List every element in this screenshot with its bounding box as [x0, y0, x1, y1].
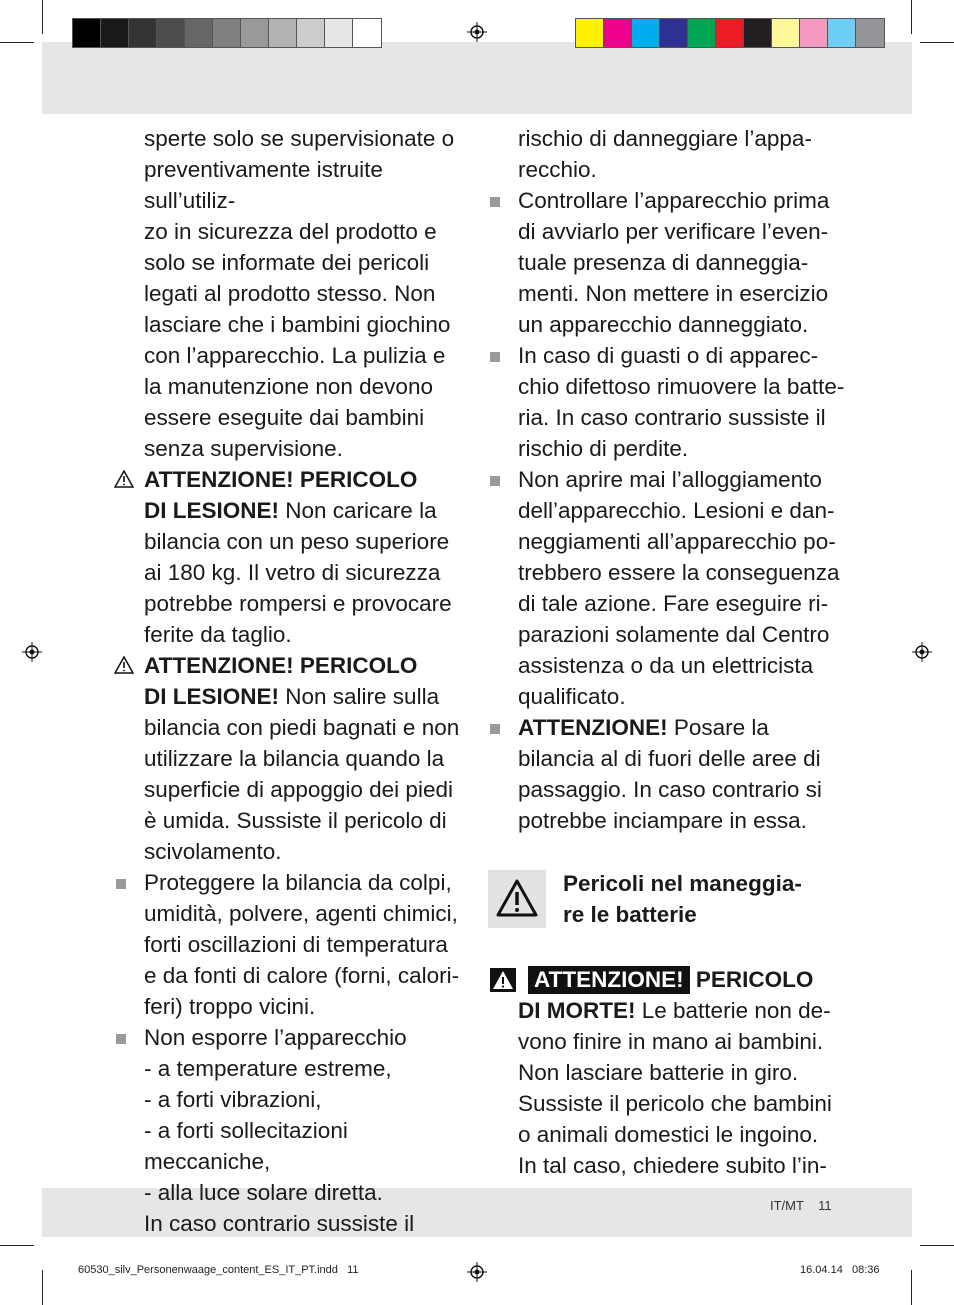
section-heading-batteries — [486, 868, 851, 930]
warning-triangle-filled-icon — [490, 968, 516, 992]
color-swatch — [772, 19, 800, 47]
text-line: bilancia con un peso superiore — [144, 529, 450, 554]
right-column — [486, 123, 851, 1181]
square-bullet-icon — [490, 197, 500, 207]
text-line: menti. Non mettere in esercizio — [518, 281, 829, 306]
color-swatch — [129, 19, 157, 47]
page-number: IT/MT 11 — [770, 1198, 832, 1213]
crop-mark — [42, 0, 43, 34]
color-swatch — [688, 19, 716, 47]
crosshair-register-icon — [467, 22, 487, 42]
left-column — [112, 123, 472, 1239]
color-swatch — [716, 19, 744, 47]
text-line: umidità, polvere, agenti chimici, — [144, 901, 458, 926]
list-item — [486, 464, 851, 712]
text-line: e da fonti di calore (forni, calori- — [144, 963, 460, 988]
danger-label: ATTENZIONE! — [528, 966, 690, 994]
crosshair-register-icon — [22, 642, 42, 662]
file-slug: 60530_silv_Personenwaage_content_ES_IT_PT.indd 11 — [78, 1264, 359, 1276]
square-bullet-icon — [116, 1034, 126, 1044]
warning-triangle-icon — [114, 470, 134, 488]
color-swatch — [744, 19, 772, 47]
text-line: feri) troppo vicini. — [144, 994, 316, 1019]
list-item — [486, 185, 851, 340]
crop-mark — [920, 42, 954, 43]
text-line: preventivamente istruite sull’utiliz- — [144, 157, 383, 213]
text-line: utilizzare la bilancia quando la — [144, 746, 445, 771]
color-swatch — [828, 19, 856, 47]
color-swatch — [213, 19, 241, 47]
warning-injury-wet — [112, 650, 472, 867]
text-line: qualificato. — [518, 684, 626, 709]
color-swatch — [157, 19, 185, 47]
text-line: essere eseguite dai bambini — [144, 405, 425, 430]
text-line: ferite da taglio. — [144, 622, 292, 647]
square-bullet-icon — [490, 476, 500, 486]
text-line: legati al prodotto stesso. Non — [144, 281, 436, 306]
intro-paragraph — [112, 123, 472, 464]
text-line: - alla luce solare diretta. — [144, 1180, 383, 1205]
crosshair-register-icon — [912, 642, 932, 662]
crop-mark — [920, 1245, 954, 1246]
color-swatch — [269, 19, 297, 47]
text-line: dell’apparecchio. Lesioni e dan- — [518, 498, 835, 523]
text-line: ria. In caso contrario sussiste il — [518, 405, 826, 430]
warning-text — [144, 526, 472, 650]
text-line: ai 180 kg. Il vetro di sicurezza — [144, 560, 441, 585]
text-line: rischio di perdite. — [518, 436, 689, 461]
intro-paragraph — [486, 123, 851, 185]
text-line: passaggio. In caso contrario si — [518, 777, 822, 802]
text-line: - a forti sollecitazioni meccaniche, — [144, 1118, 348, 1174]
warning-heading: ATTENZIONE! PERICOLO — [144, 653, 418, 678]
text-line: recchio. — [518, 157, 597, 182]
text-line: tuale presenza di danneggia- — [518, 250, 809, 275]
color-swatch — [297, 19, 325, 47]
color-swatch — [353, 19, 381, 47]
square-bullet-icon — [490, 724, 500, 734]
text-line: solo se informate dei pericoli — [144, 250, 430, 275]
color-swatch — [101, 19, 129, 47]
text-line: Non aprire mai l’alloggiamento — [518, 467, 822, 492]
section-title: Pericoli nel maneggia- re le batterie — [563, 871, 802, 927]
text-line: Sussiste il pericolo che bambini — [518, 1091, 832, 1116]
crop-mark — [42, 1270, 43, 1305]
text-line: lasciare che i bambini giochino — [144, 312, 451, 337]
warning-text: Non caricare la — [279, 498, 437, 523]
text-line: assistenza o da un elettricista — [518, 653, 814, 678]
text-line: rischio di danneggiare l’appa- — [518, 126, 812, 151]
color-swatch — [660, 19, 688, 47]
warning-triangle-icon — [488, 870, 546, 928]
text-line: potrebbe inciampare in essa. — [518, 808, 807, 833]
text-line: è umida. Sussiste il pericolo di — [144, 808, 447, 833]
square-bullet-icon — [116, 879, 126, 889]
text-line: parazioni solamente dal Centro — [518, 622, 830, 647]
text-line: zo in sicurezza del prodotto e — [144, 219, 437, 244]
text-line: di avviarlo per verificare l’even- — [518, 219, 829, 244]
text-line: In tal caso, chiedere subito l’in- — [518, 1153, 827, 1178]
color-swatch — [856, 19, 884, 47]
color-swatch — [632, 19, 660, 47]
text-line: Proteggere la bilancia da colpi, — [144, 870, 452, 895]
text-line: forti oscillazioni di temperatura — [144, 932, 448, 957]
warning-heading: DI LESIONE! — [144, 684, 280, 709]
crop-mark — [0, 1245, 34, 1246]
crop-mark — [0, 42, 34, 43]
top-band — [42, 42, 912, 114]
text-line: scivolamento. — [144, 839, 282, 864]
list-item — [112, 867, 472, 1022]
text-line: un apparecchio danneggiato. — [518, 312, 809, 337]
text-line: potrebbe rompersi e provocare — [144, 591, 452, 616]
warning-text — [144, 712, 472, 867]
text-line: senza supervisione. — [144, 436, 343, 461]
text-line: Non esporre l’apparecchio — [144, 1025, 407, 1050]
warning-triangle-icon — [114, 656, 134, 674]
crop-mark — [911, 1270, 912, 1305]
text-line: Controllare l’apparecchio prima — [518, 188, 830, 213]
color-swatch — [604, 19, 632, 47]
color-swatch — [576, 19, 604, 47]
text-line: bilancia con piedi bagnati e non — [144, 715, 460, 740]
text-line: con l’apparecchio. La pulizia e — [144, 343, 446, 368]
color-swatch — [185, 19, 213, 47]
text-line: vono finire in mano ai bambini. — [518, 1029, 824, 1054]
text-line: chio difettoso rimuovere la batte- — [518, 374, 845, 399]
text-line: In caso contrario sussiste il — [144, 1211, 415, 1236]
warning-text: Non salire sulla — [279, 684, 440, 709]
danger-heading: PERICOLO — [689, 967, 814, 992]
list-item — [486, 340, 851, 464]
warning-injury-load — [112, 464, 472, 650]
warning-heading: ATTENZIONE! — [518, 715, 668, 740]
warning-heading: DI LESIONE! — [144, 498, 280, 523]
square-bullet-icon — [490, 352, 500, 362]
date-slug: 16.04.14 08:36 — [800, 1264, 880, 1276]
color-swatch — [241, 19, 269, 47]
danger-heading: DI MORTE! — [518, 998, 636, 1023]
text-line: bilancia al di fuori delle aree di — [518, 746, 821, 771]
process-color-bar — [575, 18, 885, 48]
gray-swatch-bar — [72, 18, 382, 48]
crop-mark — [911, 0, 912, 34]
color-swatch — [73, 19, 101, 47]
text-line: o animali domestici le ingoino. — [518, 1122, 819, 1147]
text-line: Non lasciare batterie in giro. — [518, 1060, 799, 1085]
text-line: - a temperature estreme, — [144, 1056, 392, 1081]
text-line: sperte solo se supervisionate o — [144, 126, 455, 151]
color-swatch — [325, 19, 353, 47]
crosshair-register-icon — [467, 1262, 487, 1282]
text-line: In caso di guasti o di apparec- — [518, 343, 819, 368]
list-item: ATTENZIONE! Posare la bilancia al di fuori delle aree di passaggio. In caso contrario si potrebbe inciampare in essa. — [486, 712, 851, 836]
text-line: di tale azione. Fare eseguire ri- — [518, 591, 829, 616]
color-swatch — [800, 19, 828, 47]
warning-heading: ATTENZIONE! PERICOLO — [144, 467, 418, 492]
text-line: superficie di appoggio dei piedi — [144, 777, 453, 802]
text-line: la manutenzione non devono — [144, 374, 433, 399]
list-item — [112, 1022, 472, 1239]
text-line: - a forti vibrazioni, — [144, 1087, 322, 1112]
text-line: trebbero essere la conseguenza — [518, 560, 840, 585]
text-line: neggiamenti all’apparecchio po- — [518, 529, 836, 554]
danger-warning: ATTENZIONE! PERICOLO DI MORTE! Le batterie non de- vono finire in mano ai bambini. Non lasciare batterie in giro. Sussiste il pericolo che bambini o animali domestici le ingoino. In tal caso, chiedere subito l’in- — [486, 964, 851, 1181]
